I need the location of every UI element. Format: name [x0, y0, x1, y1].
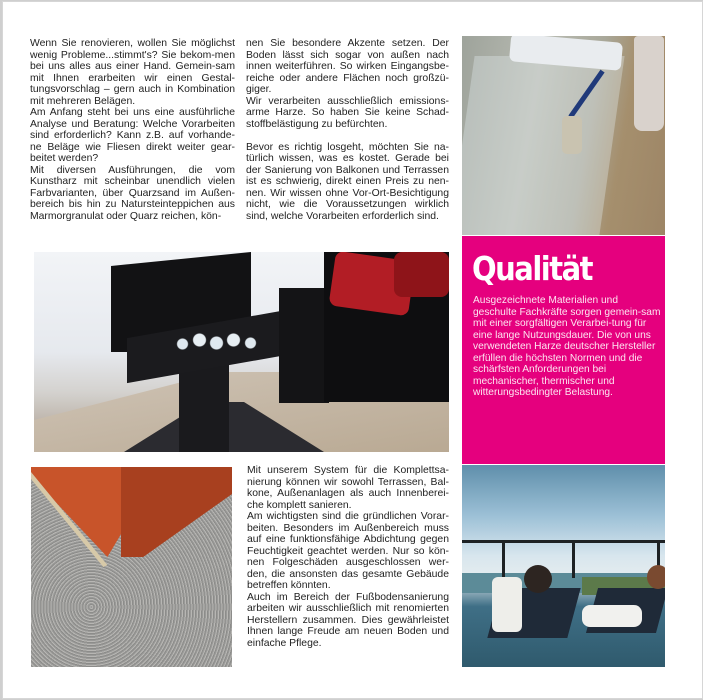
paragraph: Wenn Sie renovieren, wollen Sie möglichst wenig Probleme...stimmt's? Sie bekom-men bei uns alles aus einer Hand. Gemein-sam mit Ihnen erarbeiten wir einen Gestal-tungsvorschlag – gern auch in Kombination mit mehreren Belägen.: [30, 38, 235, 107]
paragraph: Wir verarbeiten ausschließlich emissions-arme Harze. So haben Sie keine Schad-stoffbelästigung zu befürchten.: [246, 95, 449, 130]
text-column-1: [30, 38, 235, 222]
paragraph: Auch im Bereich der Fußbodensanierung arbeiten wir ausschließlich mit renomierten Herstellern zusammen. Dies gewährleistet Ihnen lange Freude am neuen Boden und einfache Pflege.: [247, 591, 449, 649]
quality-title: Qualität: [472, 250, 593, 289]
paragraph: Mit diversen Ausführungen, die vom Kunstharz mit scheinbar unendlich vielen Farbvarianten, über Quarzsand im Außen-bereich bis hin zu Natursteinteppichen aus Marmorgranulat oder Quarz reichen, kön-: [30, 164, 235, 222]
quality-box: [462, 236, 665, 464]
brochure-page: [2, 1, 703, 699]
stone-carpet-floor-corner-photo: [31, 467, 232, 667]
quality-text: Ausgezeichnete Materialien und geschulte Fachkräfte sorgen gemein-sam mit einer sorgfältigen Verarbei-tung für eine lange Nutzungsdauer. Die von uns verwendeten Harze deutscher Hersteller erfüllen die höchsten Normen und die schärfsten Anforderungen bei mechanischer, thermischer und witterungsbedingter Belastung.: [473, 295, 661, 398]
paragraph: Am Anfang steht bei uns eine ausführliche Analyse und Beratung: Welche Vorarbeiten sind erforderlich? Kann z.B. auf vorhande-ne Beläge wie Fliesen direkt weiter gear-beitet werden?: [30, 107, 235, 164]
paragraph: Bevor es richtig losgeht, möchten Sie na-türlich wissen, was es kostet. Gerade bei der Sanierung von Balkonen und Terrassen ist es schwierig, direkt einen Preis zu nen-nen. Wir wissen ohne Vor-Ort-Besichtigung nicht, wie die Voraussetzungen wirklich sind, welche Vorarbeiten erforderlich sind.: [246, 141, 449, 222]
paragraph: Am wichtigsten sind die gründlichen Vorar-beiten. Besonders im Außenbereich muss auf eine funktionsfähige Abdichtung gegen Feuchtigkeit geachtet werden. Nur so kön-nen Folgeschäden ausgeschlossen wer-den, die ansonsten das gesamte Gebäude betreffen könnten.: [247, 511, 449, 591]
paragraph: nen Sie besondere Akzente setzen. Der Boden lässt sich sogar von außen nach innen weiterführen. So wirken Eingangsbe-reiche oder andere Flächen noch großzü-giger.: [246, 38, 449, 95]
text-column-3: [247, 465, 449, 649]
text-column-2: [246, 38, 449, 222]
paragraph: Mit unserem System für die Komplettsa-nierung können wir sowohl Terrassen, Bal-kone, Außenanlagen als auch Innenberei-che komplett sanieren.: [247, 465, 449, 511]
floor-coating-roller-photo: [462, 36, 665, 235]
couple-on-balcony-photo: [462, 465, 665, 667]
fireplace-living-room-photo: [34, 252, 449, 452]
